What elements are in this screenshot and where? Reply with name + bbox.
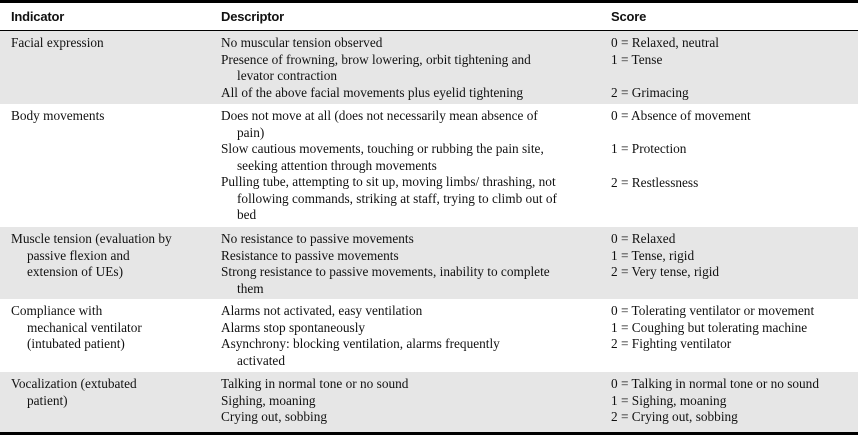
- descriptor-entry: Slow cautious movements, touching or rubbing the pain site, seeking attention through movements: [221, 141, 544, 173]
- score-entry: 1 = Coughing but tolerating machine: [611, 319, 808, 335]
- descriptor-entry: All of the above facial movements plus eyelid tightening: [221, 84, 524, 100]
- score-entry: 2 = Very tense, rigid: [611, 264, 720, 279]
- score-entry: 2 = Grimacing: [611, 85, 689, 100]
- descriptor-entry: Alarms not activated, easy ventilation: [221, 303, 423, 318]
- indicator-text: Compliance with mechanical ventilator (intubated patient): [11, 303, 142, 351]
- header-indicator: Indicator: [11, 9, 65, 24]
- descriptor-entry: Resistance to passive movements: [221, 247, 399, 263]
- indicator-cell: Facial expression: [11, 35, 104, 50]
- header-score: Score: [611, 9, 647, 24]
- table-row: [0, 104, 858, 227]
- score-entry: 2 = Restlessness: [611, 175, 699, 190]
- descriptor-cell: [221, 303, 541, 369]
- score-entry: 1 = Protection: [611, 141, 687, 156]
- descriptor-cell: [221, 35, 561, 101]
- descriptor-cell: [221, 376, 591, 426]
- score-entry: 0 = Relaxed: [611, 231, 676, 246]
- score-entry: 1 = Tense: [611, 52, 663, 67]
- table-header: [0, 3, 858, 31]
- descriptor-entry: Pulling tube, attempting to sit up, moving limbs/ thrashing, not following commands, striking at staff, trying to climb out of bed: [221, 174, 557, 222]
- descriptor-cell: [221, 108, 561, 224]
- indicator-cell: [11, 231, 176, 281]
- score-entry: 1 = Tense, rigid: [611, 247, 695, 263]
- table-row: [0, 372, 858, 432]
- descriptor-entry: No resistance to passive movements: [221, 231, 414, 246]
- indicator-text: Vocalization (extubated patient): [11, 376, 137, 408]
- descriptor-cell: [221, 231, 561, 297]
- table-row: [0, 31, 858, 104]
- score-entry: 2 = Crying out, sobbing: [611, 409, 738, 424]
- descriptor-entry: Strong resistance to passive movements, inability to complete them: [221, 264, 550, 296]
- score-entry: 0 = Relaxed, neutral: [611, 35, 719, 50]
- score-entry: 0 = Tolerating ventilator or movement: [611, 303, 815, 318]
- indicator-text: Muscle tension (evaluation by passive flexion and extension of UEs): [11, 231, 172, 279]
- table-row: [0, 227, 858, 299]
- descriptor-entry: Crying out, sobbing: [221, 409, 328, 424]
- score-cell: [611, 303, 858, 353]
- descriptor-entry: Alarms stop spontaneously: [221, 319, 366, 335]
- header-descriptor: Descriptor: [221, 9, 285, 24]
- score-entry: 1 = Sighing, moaning: [611, 392, 727, 408]
- score-entry: 0 = Absence of movement: [611, 108, 751, 123]
- descriptor-entry: No muscular tension observed: [221, 35, 383, 50]
- indicator-cell: [11, 303, 166, 353]
- descriptor-entry: Does not move at all (does not necessarily mean absence of pain): [221, 108, 538, 140]
- descriptor-entry: Sighing, moaning: [221, 392, 316, 408]
- descriptor-entry: Presence of frowning, brow lowering, orbit tightening and levator contraction: [221, 51, 531, 83]
- score-entry: 0 = Talking in normal tone or no sound: [611, 376, 819, 391]
- score-cell: [611, 231, 858, 281]
- table-row: [0, 299, 858, 372]
- descriptor-entry: Asynchrony: blocking ventilation, alarms frequently activated: [221, 336, 500, 368]
- indicator-cell: [11, 376, 161, 409]
- descriptor-entry: Talking in normal tone or no sound: [221, 376, 409, 391]
- score-entry: 2 = Fighting ventilator: [611, 336, 732, 351]
- score-cell: [611, 376, 858, 426]
- indicator-cell: Body movements: [11, 108, 105, 123]
